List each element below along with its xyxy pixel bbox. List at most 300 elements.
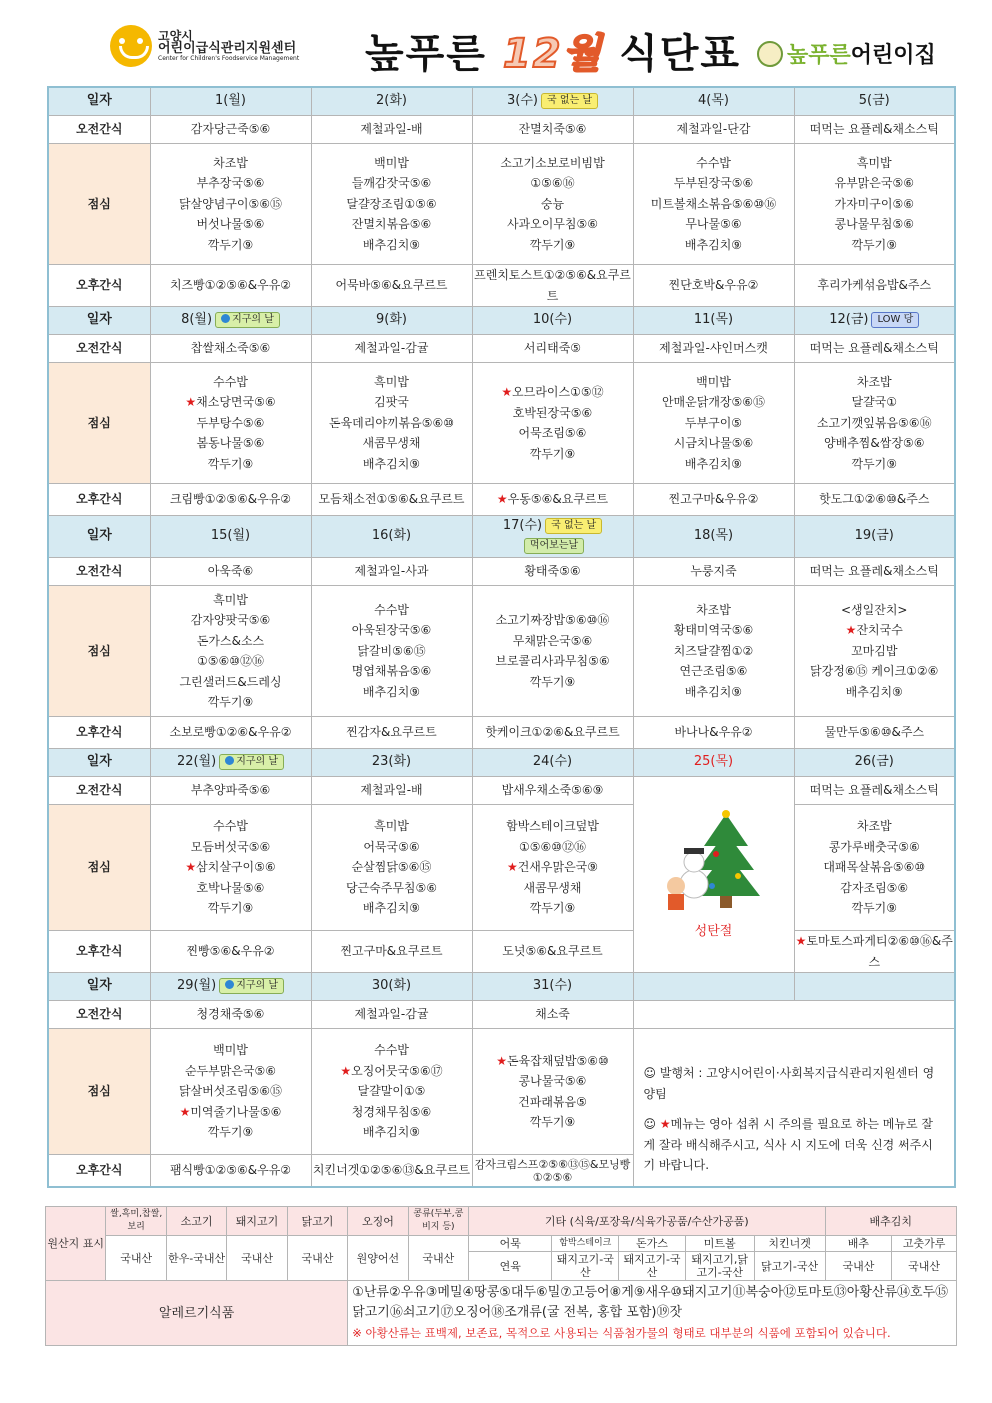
pm-snack [794,484,955,516]
lunch-item [151,235,311,256]
badge-text: 지구의 날 [232,313,274,325]
am-snack: 제철과일-샤인머스캣 [633,335,794,363]
christmas-tree-icon [654,806,774,916]
lunch-item [151,1102,311,1123]
am-snack: 황태죽⑤⑥ [472,558,633,586]
day-header [472,973,633,1001]
lunch-item-text: 닭갈비⑤⑥⑮ [357,643,426,658]
lunch-item-text: 배추김치⑨ [362,684,421,699]
badge-no_soup [541,93,598,109]
day-label: 1(월) [215,93,246,109]
lunch-item [473,403,633,424]
lunch-item-text: 콩가루배춧국⑤⑥ [828,839,920,854]
page-title: 높푸른 12월 식단표 [365,31,742,77]
lunch-item-text: 청경채무침⑤⑥ [351,1104,432,1119]
lunch-item [634,682,794,703]
lunch-item [312,1040,472,1061]
lunch-item [312,816,472,837]
lunch-item-text: 깍두기⑨ [207,456,254,471]
lunch-item-text: 봄동나물⑤⑥ [196,436,265,451]
pm-label: 오후간식 [48,717,150,749]
day-header [794,516,955,558]
lunch-label: 점심 [48,363,150,484]
lunch-item [473,153,633,174]
lunch-item [473,857,633,878]
lunch-item [473,214,633,235]
lunch-item-text: ①⑤⑥⑩⑫⑯ [196,654,265,668]
pm-snack [633,484,794,516]
lunch-item-text: 차조밥 [856,374,892,389]
lunch-item [795,600,955,621]
lunch-item-text: 황태미역국⑤⑥ [673,623,754,638]
am-snack: 제철과일-사과 [311,558,472,586]
origin-val-chicken: 국내산 [287,1236,347,1281]
pm-snack-text: 어묵바⑤⑥&요쿠르트 [335,278,448,293]
lunch-item-text: 깍두기⑨ [529,674,576,689]
lunch-item [795,816,955,837]
lunch-item-text: 건새우맑은국⑨ [517,860,599,875]
star-icon: ★ [340,1063,352,1078]
lunch-row [48,1029,955,1155]
lunch-item [634,214,794,235]
day-label: 18(목) [693,528,734,544]
lunch-item-text: 깍두기⑨ [529,446,576,461]
date-row [48,307,955,335]
lunch-item [634,153,794,174]
lunch-item-text: ①⑤⑥⑩⑫⑯ [518,839,587,854]
lunch-item [634,392,794,413]
day-header [150,307,311,335]
origin-head-squid: 오징어 [348,1207,408,1236]
origin-val-rice: 국내산 [106,1236,166,1281]
star-icon: ★ [506,860,518,875]
badge-no_soup [545,518,602,534]
day-label: 30(화) [371,978,412,994]
am-snack: 서리태죽⑤ [472,335,633,363]
day-label: 8(월) [181,312,213,328]
lunch-item [795,153,955,174]
lunch-item [151,392,311,413]
lunch-item [151,857,311,878]
lunch-item [312,898,472,919]
am-snack: 부추양파죽⑤⑥ [150,777,311,805]
lunch-item-text: 배추김치⑨ [362,1125,421,1140]
pm-snack-text: 토마토스파게티②⑥⑩⑯&주스 [806,934,953,969]
lunch-item [795,433,955,454]
lunch-item [151,878,311,899]
lunch-row [48,144,955,265]
smile-logo-icon [110,25,152,67]
lunch-item-text: 닭살버섯조림⑤⑥⑮ [178,1084,283,1099]
pm-snack [311,1155,472,1188]
lunch-item-text: 돈육잡채덮밥⑤⑥⑩ [506,1053,609,1068]
etc-val: 닭고기-국산 [754,1252,825,1281]
kimchi-val: 국내산 [825,1252,892,1281]
lunch-item [312,661,472,682]
lunch-item-text: 잔치국수 [856,623,903,638]
lunch-item [151,194,311,215]
am-snack: 청경채죽⑤⑥ [150,1001,311,1029]
lunch-item-text: 백미밥 [696,374,731,389]
publisher-text: 발행처 : 고양시어린이·사회복지급식관리지원센터 영양팀 [643,1066,935,1101]
lunch-item-text: 유부맑은국⑤⑥ [834,176,914,191]
lunch-item [634,235,794,256]
day-header [150,973,311,1001]
origin-head-beans: 콩류(두부,콩비지 등) [408,1207,468,1236]
holiday-cell [633,777,794,973]
menu-table [47,86,956,1188]
org-line2: 어린이급식관리지원센터 [158,41,297,57]
origin-head-pork: 돼지고기 [227,1207,287,1236]
pm-snack-text: 핫도그①②⑥⑩&주스 [819,492,930,507]
pm-snack [472,265,633,307]
origin-val-pork: 국내산 [227,1236,287,1281]
lunch-item-text: 꼬마김밥 [851,643,898,658]
lunch-item-text: 돈육데리야끼볶음⑤⑥⑩ [328,415,454,430]
warning-note [644,1114,945,1176]
lunch-item-text: 무채맑은국⑤⑥ [512,633,593,648]
lunch-menu [472,1029,633,1155]
day-label: 11(목) [693,312,734,328]
lunch-item-text: 모듬버섯국⑤⑥ [190,839,271,854]
lunch-item-text: 달걀말이①⑤ [357,1084,426,1099]
date-row [48,973,955,1001]
pm-snack [150,265,311,307]
pm-label: 오후간식 [48,265,150,307]
globe-icon [225,980,234,989]
date-label: 일자 [48,516,150,558]
origin-head-beef: 소고기 [166,1207,226,1236]
lunch-item [312,600,472,621]
lunch-item-text: 백미밥 [213,1043,248,1058]
am-snack: 제철과일-배 [311,777,472,805]
lunch-item-text: 두부탕수⑤⑥ [196,415,265,430]
pm-snack [794,931,955,973]
lunch-item [151,672,311,693]
day-label: 5(금) [858,93,890,109]
lunch-menu [311,1029,472,1155]
date-row [48,516,955,558]
lunch-item [151,610,311,631]
lunch-item [151,372,311,393]
lunch-item [312,454,472,475]
lunch-item [151,1040,311,1061]
day-label: 2(화) [376,93,407,109]
day-label: 29(월) [176,978,217,994]
lunch-item [634,433,794,454]
lunch-menu [150,144,311,265]
pm-snack [794,717,955,749]
lunch-item [312,682,472,703]
lunch-item [795,235,955,256]
lunch-item-text: 닭강정⑥⑮ 케이크①②⑥ [810,664,939,679]
day-header [472,87,633,116]
pm-snack [794,265,955,307]
allergy-title: 알레르기식품 [46,1281,348,1346]
day-header [633,307,794,335]
lunch-item [795,173,955,194]
lunch-label: 점심 [48,144,150,265]
lunch-item-text: 두부구이⑤ [684,415,743,430]
lunch-item-text: 차조밥 [696,602,731,617]
lunch-item [795,214,955,235]
lunch-menu [794,586,955,717]
lunch-item-text: 어묵국⑤⑥ [363,839,420,854]
pm-snack-text: 소보로빵①②⑥&우유② [169,725,292,740]
day-header [150,516,311,558]
lunch-item [312,1102,472,1123]
lunch-item-text: 순살찜닭⑤⑥⑮ [351,860,432,875]
am-label: 오전간식 [48,116,150,144]
day-label: 9(화) [376,312,407,328]
day-header [633,516,794,558]
etc-name: 함박스테이크 [552,1236,619,1252]
origin-head-rice: 쌀,흑미,찹쌀,보리 [106,1207,166,1236]
lunch-item [795,857,955,878]
day-label: 26(금) [854,754,894,770]
lunch-item [151,898,311,919]
pm-snack-text: 물만두⑤⑥⑩&주스 [824,725,925,740]
pm-snack-text: 팸식빵①②⑤⑥&우유② [169,1163,292,1178]
badge-text: 국 없는 날 [551,519,597,531]
star-icon: ★ [496,492,508,507]
lunch-item-text: 미역줄기나물⑤⑥ [190,1104,282,1119]
lunch-item [795,837,955,858]
lunch-item-text: 깍두기⑨ [529,901,576,916]
day-label: 17(수) [502,518,543,533]
lunch-item-text: 수수밥 [213,819,248,834]
lunch-item-text: 채소당면국⑤⑥ [196,395,276,410]
lunch-item-text: 함박스테이크덮밥 [506,819,599,834]
lunch-menu [794,144,955,265]
lunch-menu [311,363,472,484]
pm-snack-text: 치즈빵①②⑤⑥&우유② [169,278,292,293]
pm-snack-text: 찐단호박&우유② [668,278,759,293]
lunch-item [151,837,311,858]
day-label: 24(수) [532,754,573,770]
star-icon: ★ [795,934,807,948]
day-header [150,87,311,116]
pm-label: 오후간식 [48,1155,150,1188]
pm-snack-text: 감자크림스프②⑤⑥⑬⑮&모닝빵①②⑤⑥ [474,1157,631,1184]
lunch-item [634,641,794,662]
am-snack: 아욱죽⑥ [150,558,311,586]
smiley-icon: ☺ [643,1066,660,1080]
pm-snack-text: 우동⑤⑥&요쿠르트 [507,492,609,507]
lunch-item-text: 흑미밥 [374,819,409,834]
am-snack: 떠먹는 요플레&채소스틱 [794,116,955,144]
etc-name: 치킨너겟 [754,1236,825,1252]
lunch-item-text: 배추김치⑨ [684,684,743,699]
lunch-item-text: <생일잔치> [841,602,908,617]
lunch-item-text: 순두부맑은국⑤⑥ [184,1063,277,1078]
org-line1: 고양시 [158,28,193,43]
am-snack: 찹쌀채소죽⑤⑥ [150,335,311,363]
day-label: 25(목) [693,754,734,770]
am-snack: 밥새우채소죽⑤⑥⑨ [472,777,633,805]
date-label: 일자 [48,749,150,777]
lunch-item-text: 당근숙주무침⑤⑥ [345,880,438,895]
star-icon: ★ [185,395,197,410]
etc-val: 연육 [469,1252,552,1281]
pm-snack [311,265,472,307]
am-snack: 제철과일-감귤 [311,1001,472,1029]
lunch-item [795,661,955,682]
kimchi-name: 배추 [825,1236,892,1252]
lunch-item [473,1112,633,1133]
lunch-menu [794,805,955,931]
lunch-item [312,433,472,454]
origin-head-kimchi: 배추김치 [825,1207,956,1236]
lunch-item-text: 소고기소보로비빔밥 [500,155,605,170]
lunch-item [312,1122,472,1143]
pm-snack [150,717,311,749]
lunch-row [48,363,955,484]
day-header [794,749,955,777]
origin-title: 원산지 표시 [46,1207,106,1281]
day-header [633,749,794,777]
lunch-item-text: 달걀국① [851,395,898,410]
pm-snack [311,717,472,749]
pm-snack [150,484,311,516]
lunch-item-text: 닭살양념구이⑤⑥⑮ [178,196,283,211]
lunch-item [795,372,955,393]
lunch-item-text: 차조밥 [856,819,892,834]
star-icon: ★ [659,1117,671,1131]
header [0,0,992,85]
lunch-item-text: 수수밥 [696,155,731,170]
lunch-item [634,372,794,393]
lunch-item [473,194,633,215]
lunch-item-text: 치즈달걀찜①② [673,643,754,658]
am-snack-row [48,335,955,363]
badge-text: 먹어보는날 [529,540,579,551]
day-header [794,973,955,1001]
kimchi-val: 국내산 [892,1252,957,1281]
etc-val: 돼지고기-국산 [619,1252,686,1281]
am-snack: 잔멸치죽⑤⑥ [472,116,633,144]
lunch-item-text: 흑미밥 [213,592,248,607]
badge-low_sugar [871,312,919,328]
day-header [311,87,472,116]
lunch-item-text: 오므라이스①⑤⑫ [512,385,604,399]
lunch-item [151,631,311,652]
globe-icon [221,314,230,323]
am-label: 오전간식 [48,1001,150,1029]
day-label: 10(수) [532,312,573,328]
lunch-item-text: 무나물⑤⑥ [685,217,742,232]
pm-snack-text: 찐감자&요쿠르트 [346,725,437,740]
lunch-item [473,878,633,899]
lunch-item [634,454,794,475]
lunch-item [795,392,955,413]
badge-earth [219,754,284,770]
etc-name: 돈가스 [619,1236,686,1252]
lunch-label: 점심 [48,805,150,931]
lunch-item [312,214,472,235]
pm-snack-row [48,484,955,516]
lunch-item [473,444,633,465]
allergy-list: ①난류②우유③메밀④땅콩⑤대두⑥밀⑦고등어⑧게⑨새우⑩돼지고기⑪복숭아⑫토마토⑬아황산류⑭호두⑮닭고기⑯쇠고기⑰오징어⑱조개류(굴 전복, 홍합 포함)⑲잣 [352,1285,949,1320]
lunch-item [634,600,794,621]
lunch-item [312,878,472,899]
am-snack: 떠먹는 요플레&채소스틱 [794,558,955,586]
star-icon: ★ [845,623,857,638]
day-label: 4(목) [698,93,729,109]
notes-cell [633,1029,955,1188]
lunch-item-text: 건파래볶음⑤ [518,1094,587,1109]
am-snack: 누룽지죽 [633,558,794,586]
origin-val-squid: 원양어선 [348,1236,408,1281]
day-header [794,87,955,116]
lunch-item-text: 부추장국⑤⑥ [196,176,265,191]
lunch-menu [633,363,794,484]
lunch-item-text: 깍두기⑨ [851,456,898,471]
lunch-item [312,194,472,215]
am-snack-row [48,777,955,805]
pm-snack-row [48,265,955,307]
lunch-item-text: 소고기깻잎볶음⑤⑥⑯ [816,415,932,430]
pm-snack [150,1155,311,1188]
pm-snack [472,931,633,973]
lunch-item-text: 어묵조림⑤⑥ [518,426,587,440]
lunch-item-text: 양배추찜&쌈장⑤⑥ [824,436,925,451]
lunch-item [795,682,955,703]
lunch-row [48,805,955,931]
day-header [472,307,633,335]
etc-name: 어묵 [469,1236,552,1252]
am-snack: 떠먹는 요플레&채소스틱 [794,777,955,805]
lunch-item [312,1061,472,1082]
school-seal-icon [757,41,783,67]
lunch-row [48,586,955,717]
lunch-item [151,413,311,434]
lunch-menu [150,363,311,484]
day-header [311,749,472,777]
lunch-menu [794,363,955,484]
day-header [472,516,633,558]
lunch-menu [472,805,633,931]
lunch-item-text: 수수밥 [374,1043,409,1058]
pm-snack-text: 도넛⑤⑥&요쿠르트 [502,944,603,959]
empty-cell [633,1001,955,1029]
warning-text: 메뉴는 영아 섭취 시 주의를 필요로 하는 메뉴로 잘게 잘라 배식해주시고, 식사 시 지도에 더욱 신경 써주시기 바랍니다. [643,1117,933,1172]
day-label: 22(월) [176,754,217,770]
school-logo: 높푸른 어린이집 [757,38,936,69]
lunch-item [151,173,311,194]
lunch-item-text: 소고기짜장밥⑤⑥⑩⑯ [495,613,610,627]
lunch-item [151,1122,311,1143]
lunch-item [151,454,311,475]
lunch-item [473,816,633,837]
origin-val-beef: 한우-국내산 [166,1236,226,1281]
am-label: 오전간식 [48,335,150,363]
lunch-menu [311,586,472,717]
pm-snack-text: 핫케이크①②⑥&요쿠르트 [485,725,620,740]
day-label: 3(수) [507,93,538,109]
date-row [48,749,955,777]
lunch-item [473,898,633,919]
etc-name: 미트볼 [685,1236,754,1252]
lunch-item [312,413,472,434]
lunch-item [795,620,955,641]
lunch-item [795,641,955,662]
am-label: 오전간식 [48,558,150,586]
lunch-item [473,1051,633,1072]
lunch-item-text: 수수밥 [213,374,248,389]
day-header [633,87,794,116]
center-logo [110,25,299,67]
